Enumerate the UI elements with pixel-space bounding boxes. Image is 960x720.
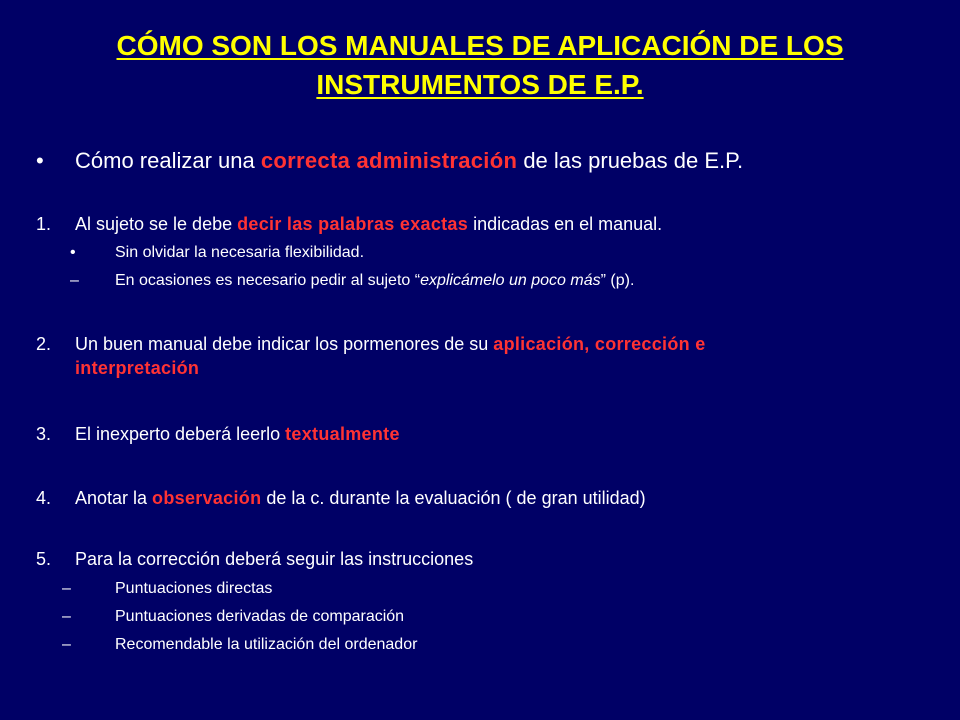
sub-bullet-marker: • (70, 244, 76, 261)
item-1-post: indicadas en el manual. (468, 214, 663, 234)
item-2-text (75, 334, 706, 355)
title-line-1: CÓMO SON LOS MANUALES DE APLICACIÓN DE LOS (116, 30, 844, 61)
item-4-pre: Anotar la (75, 488, 153, 508)
sub-item-post: ” (p). (600, 272, 635, 289)
sub-item-text: Sin olvidar la necesaria flexibilidad. (115, 244, 365, 261)
sub-item-text: Puntuaciones derivadas de comparación (115, 608, 405, 625)
item-1-text (75, 214, 662, 235)
dash-marker: – (62, 608, 71, 625)
bullet-marker: • (36, 148, 44, 173)
item-4-text (75, 488, 646, 509)
item-5-text: Para la corrección deberá seguir las instrucciones (75, 549, 474, 569)
item-1-highlight: decir las palabras exactas (237, 214, 469, 234)
dash-marker: – (62, 580, 71, 597)
main-bullet-post: de las pruebas de E.P. (517, 148, 744, 173)
sub-item-text (115, 272, 634, 290)
sub-item-text: Puntuaciones directas (115, 580, 273, 597)
item-number: 5. (36, 549, 52, 569)
item-number: 2. (36, 334, 52, 354)
item-2-highlight-cont: interpretación (75, 358, 200, 378)
main-bullet-highlight: correcta administración (260, 148, 518, 173)
main-bullet-pre: Cómo realizar una (75, 148, 261, 173)
main-bullet-text (75, 148, 743, 174)
item-number: 3. (36, 424, 52, 444)
sub-item-text: Recomendable la utilización del ordenador (115, 636, 418, 653)
item-2-highlight: aplicación, corrección e (493, 334, 706, 354)
dash-marker: – (70, 272, 79, 289)
item-4-post: de la c. durante la evaluación ( de gran utilidad) (261, 488, 646, 508)
dash-marker: – (62, 636, 71, 653)
item-2-pre: Un buen manual debe indicar los pormenores de su (75, 334, 494, 354)
sub-item-italic: explicámelo un poco más (420, 272, 601, 289)
item-number: 1. (36, 214, 52, 234)
item-3-pre: El inexperto deberá leerlo (75, 424, 286, 444)
item-3-text (75, 424, 400, 445)
item-3-highlight: textualmente (285, 424, 400, 444)
sub-item-pre: En ocasiones es necesario pedir al sujeto “ (115, 272, 421, 289)
title-line-2: INSTRUMENTOS DE E.P. (316, 69, 644, 100)
item-1-pre: Al sujeto se le debe (75, 214, 238, 234)
item-4-highlight: observación (152, 488, 262, 508)
slide-title (40, 26, 920, 104)
item-number: 4. (36, 488, 52, 508)
